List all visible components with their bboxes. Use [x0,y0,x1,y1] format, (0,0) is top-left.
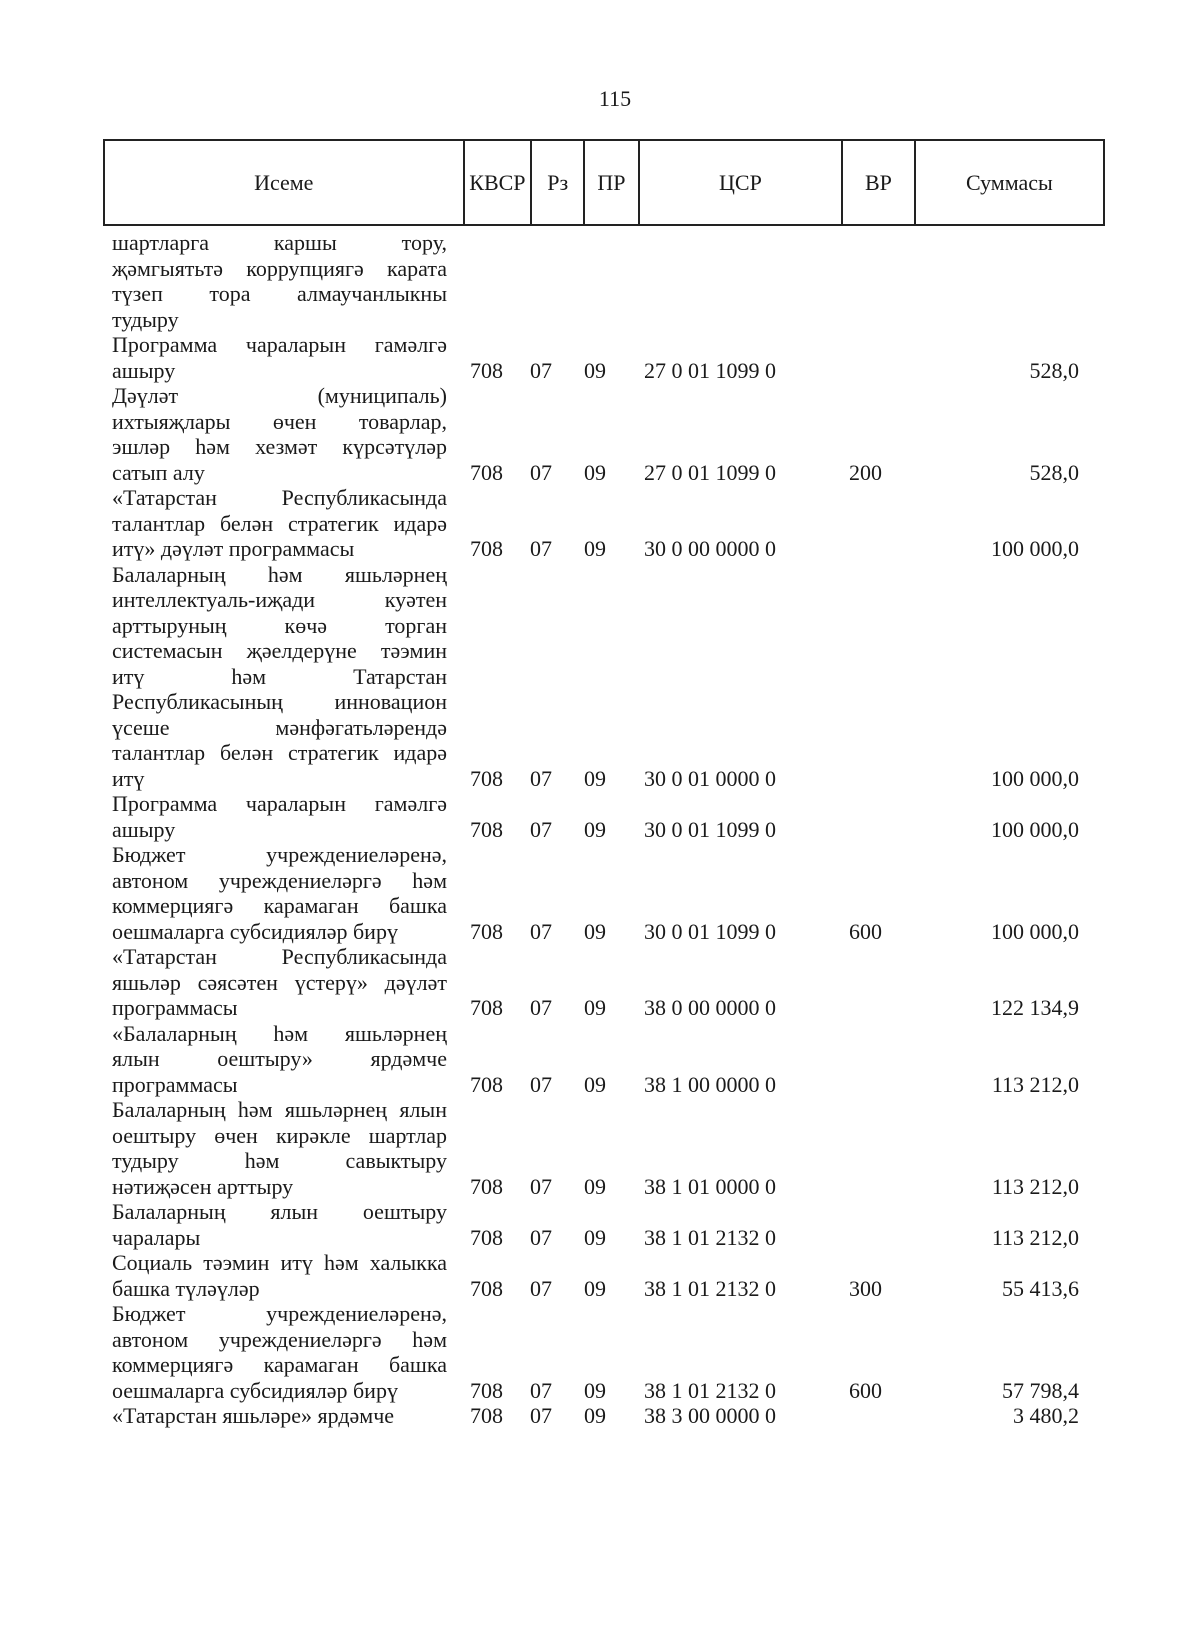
row-name [112,485,447,562]
row-name-line: программасы [112,1071,238,1097]
header-pr: ПР [585,141,640,224]
row-vr: 200 [849,459,882,485]
row-name-line: «Татарстан Республикасында [112,485,447,510]
row-name-line: Бюджет учреждениеләренә, [112,1301,447,1326]
row-csr: 38 1 01 0000 0 [644,1173,776,1199]
table-row [0,1403,1200,1429]
row-name-line: Балаларның ялын оештыру [112,1199,447,1224]
table-row [0,1301,1200,1403]
row-name-line: программасы [112,995,238,1020]
row-kvsr: 708 [470,1173,503,1199]
row-name-line: түзеп тора алмаучанлыкны [112,281,447,306]
table-header [103,139,1105,226]
table-row [0,1097,1200,1199]
table-row [0,1199,1200,1250]
row-name-line: талантлар белән стратегик идарә [112,740,447,765]
row-rz: 07 [530,918,552,944]
row-csr: 27 0 01 1099 0 [644,459,776,485]
row-pr: 09 [584,765,606,791]
row-sum: 57 798,4 [1002,1377,1079,1403]
row-sum: 528,0 [1029,357,1079,383]
row-pr: 09 [584,1403,606,1428]
row-kvsr: 708 [470,357,503,383]
row-name-line: автоном учреждениеләргә һәм [112,1326,447,1352]
table-body [0,230,1200,1429]
row-name-line: «Татарстан яшьләре» ярдәмче [112,1403,395,1428]
row-name-line: Балаларның һәм яшьләрнең [112,561,447,587]
row-name-line: шартларга каршы тору, [112,230,447,255]
row-rz: 07 [530,1377,552,1403]
row-name-line: оешмаларга субсидияләр бирү [112,918,398,944]
row-name-line: талантлар белән стратегик идарә [112,510,447,536]
row-name-line: итү» дәүләт программасы [112,536,355,561]
row-csr: 30 0 01 1099 0 [644,918,776,944]
row-sum: 100 000,0 [991,816,1079,842]
row-rz: 07 [530,765,552,791]
row-sum: 100 000,0 [991,765,1079,791]
row-rz: 07 [530,1275,552,1301]
row-name-line: Республикасының инновацион [112,689,447,714]
row-name-line: үсеше мәнфәгатьләрендә [112,714,447,740]
row-vr: 600 [849,918,882,944]
row-name-line: системасын җәелдерүне тәэмин [112,638,447,663]
row-pr: 09 [584,918,606,944]
row-pr: 09 [584,816,606,842]
row-sum: 55 413,6 [1002,1275,1079,1301]
row-kvsr: 708 [470,1224,503,1250]
row-name [112,562,447,792]
row-name-line: тудыру [112,306,179,332]
row-name-line: коммерциягә карамаган башка [112,1352,447,1377]
row-rz: 07 [530,995,552,1020]
row-csr: 38 3 00 0000 0 [644,1403,776,1428]
row-name [112,383,447,485]
row-rz: 07 [530,1403,552,1428]
row-sum: 528,0 [1029,459,1079,485]
row-name [112,944,447,1021]
row-name-line: Программа чараларын гамәлгә [112,791,447,816]
row-name [112,1301,447,1403]
row-kvsr: 708 [470,765,503,791]
row-rz: 07 [530,1224,552,1250]
row-rz: 07 [530,1071,552,1097]
row-kvsr: 708 [470,816,503,842]
row-name-line: автоном учреждениеләргә һәм [112,867,447,893]
row-pr: 09 [584,459,606,485]
row-pr: 09 [584,1071,606,1097]
row-kvsr: 708 [470,918,503,944]
row-name-line: башка түләүләр [112,1275,260,1301]
header-sum: Суммасы [965,169,1053,195]
page-number: 115 [598,86,632,111]
row-sum: 113 212,0 [991,1071,1079,1097]
row-name [112,230,447,332]
row-sum: 100 000,0 [991,918,1079,944]
row-csr: 38 1 01 2132 0 [644,1224,776,1250]
row-name-line: оешмаларга субсидияләр бирү [112,1377,398,1403]
row-pr: 09 [584,1275,606,1301]
row-sum: 122 134,9 [991,995,1079,1020]
row-csr: 30 0 01 0000 0 [644,765,776,791]
row-name [112,791,447,842]
row-name-line: ялын оештыру» ярдәмче [112,1046,447,1071]
table-row [0,842,1200,944]
row-name-line: Бюджет учреждениеләренә, [112,842,447,867]
row-name-line: «Татарстан Республикасында [112,944,447,969]
row-name [112,1097,447,1199]
row-name-line: Социаль тәэмин итү һәм халыкка [112,1250,447,1275]
header-vr: ВР [843,141,916,224]
row-pr: 09 [584,1224,606,1250]
row-name-line: тудыру һәм савыктыру [112,1148,447,1173]
table-row [0,230,1200,332]
row-name [112,1199,447,1250]
row-csr: 30 0 01 1099 0 [644,816,776,842]
table-row [0,562,1200,792]
table-row [0,1250,1200,1301]
row-name [112,842,447,944]
row-pr: 09 [584,995,606,1020]
row-sum: 100 000,0 [991,536,1079,561]
table-row [0,383,1200,485]
row-kvsr: 708 [470,459,503,485]
header-kvsr: КВСР [465,141,533,224]
row-pr: 09 [584,357,606,383]
row-csr: 30 0 00 0000 0 [644,536,776,561]
row-name-line: Программа чараларын гамәлгә [112,332,447,357]
row-vr: 300 [849,1275,882,1301]
row-rz: 07 [530,357,552,383]
header-csr: ЦСР [640,141,843,224]
row-rz: 07 [530,536,552,561]
row-rz: 07 [530,459,552,485]
row-vr: 600 [849,1377,882,1403]
row-kvsr: 708 [470,1275,503,1301]
row-sum: 113 212,0 [991,1224,1079,1250]
row-name-line: итү һәм Татарстан [112,663,447,689]
table-row [0,485,1200,562]
table-row [0,332,1200,383]
row-name-line: Дәүләт (муниципаль) [112,383,447,408]
header-rz: Рз [532,141,585,224]
row-name [112,332,447,383]
row-name [112,1021,447,1098]
row-name-line: эшләр һәм хезмәт күрсәтүләр [112,434,447,459]
row-name-line: интеллектуаль-иҗади куәтен [112,587,447,612]
row-rz: 07 [530,1173,552,1199]
row-csr: 38 1 01 2132 0 [644,1377,776,1403]
row-csr: 38 1 01 2132 0 [644,1275,776,1301]
header-name: Исеме [105,141,465,224]
row-name-line: җәмгыятьтә коррупциягә карата [112,255,447,281]
row-name-line: «Балаларның һәм яшьләрнең [112,1020,447,1046]
row-name-line: арттыруның көчә торган [112,612,447,638]
row-name-line: итү [112,765,145,791]
row-name-line: чаралары [112,1224,201,1250]
row-csr: 38 1 00 0000 0 [644,1071,776,1097]
row-rz: 07 [530,816,552,842]
row-pr: 09 [584,536,606,561]
row-name-line: сатып алу [112,459,205,485]
row-pr: 09 [584,1173,606,1199]
row-name [112,1403,447,1429]
row-sum: 3 480,2 [1013,1403,1079,1428]
row-kvsr: 708 [470,536,503,561]
row-name-line: коммерциягә карамаган башка [112,893,447,918]
row-name-line: ашыру [112,357,176,383]
row-kvsr: 708 [470,995,503,1020]
row-sum: 113 212,0 [991,1173,1079,1199]
row-name-line: оештыру өчен кирәкле шартлар [112,1122,447,1148]
row-name-line: нәтиҗәсен арттыру [112,1173,294,1199]
row-name-line: яшьләр сәясәтен үстерү» дәүләт [112,969,447,995]
table-row [0,1021,1200,1098]
row-kvsr: 708 [470,1071,503,1097]
row-csr: 38 0 00 0000 0 [644,995,776,1020]
row-name-line: ихтыяҗлары өчен товарлар, [112,408,447,434]
row-csr: 27 0 01 1099 0 [644,357,776,383]
row-kvsr: 708 [470,1377,503,1403]
table-row [0,944,1200,1021]
table-row [0,791,1200,842]
row-name [112,1250,447,1301]
row-name-line: Балаларның һәм яшьләрнең ялын [112,1097,447,1122]
row-name-line: ашыру [112,816,176,842]
row-kvsr: 708 [470,1403,503,1428]
row-pr: 09 [584,1377,606,1403]
